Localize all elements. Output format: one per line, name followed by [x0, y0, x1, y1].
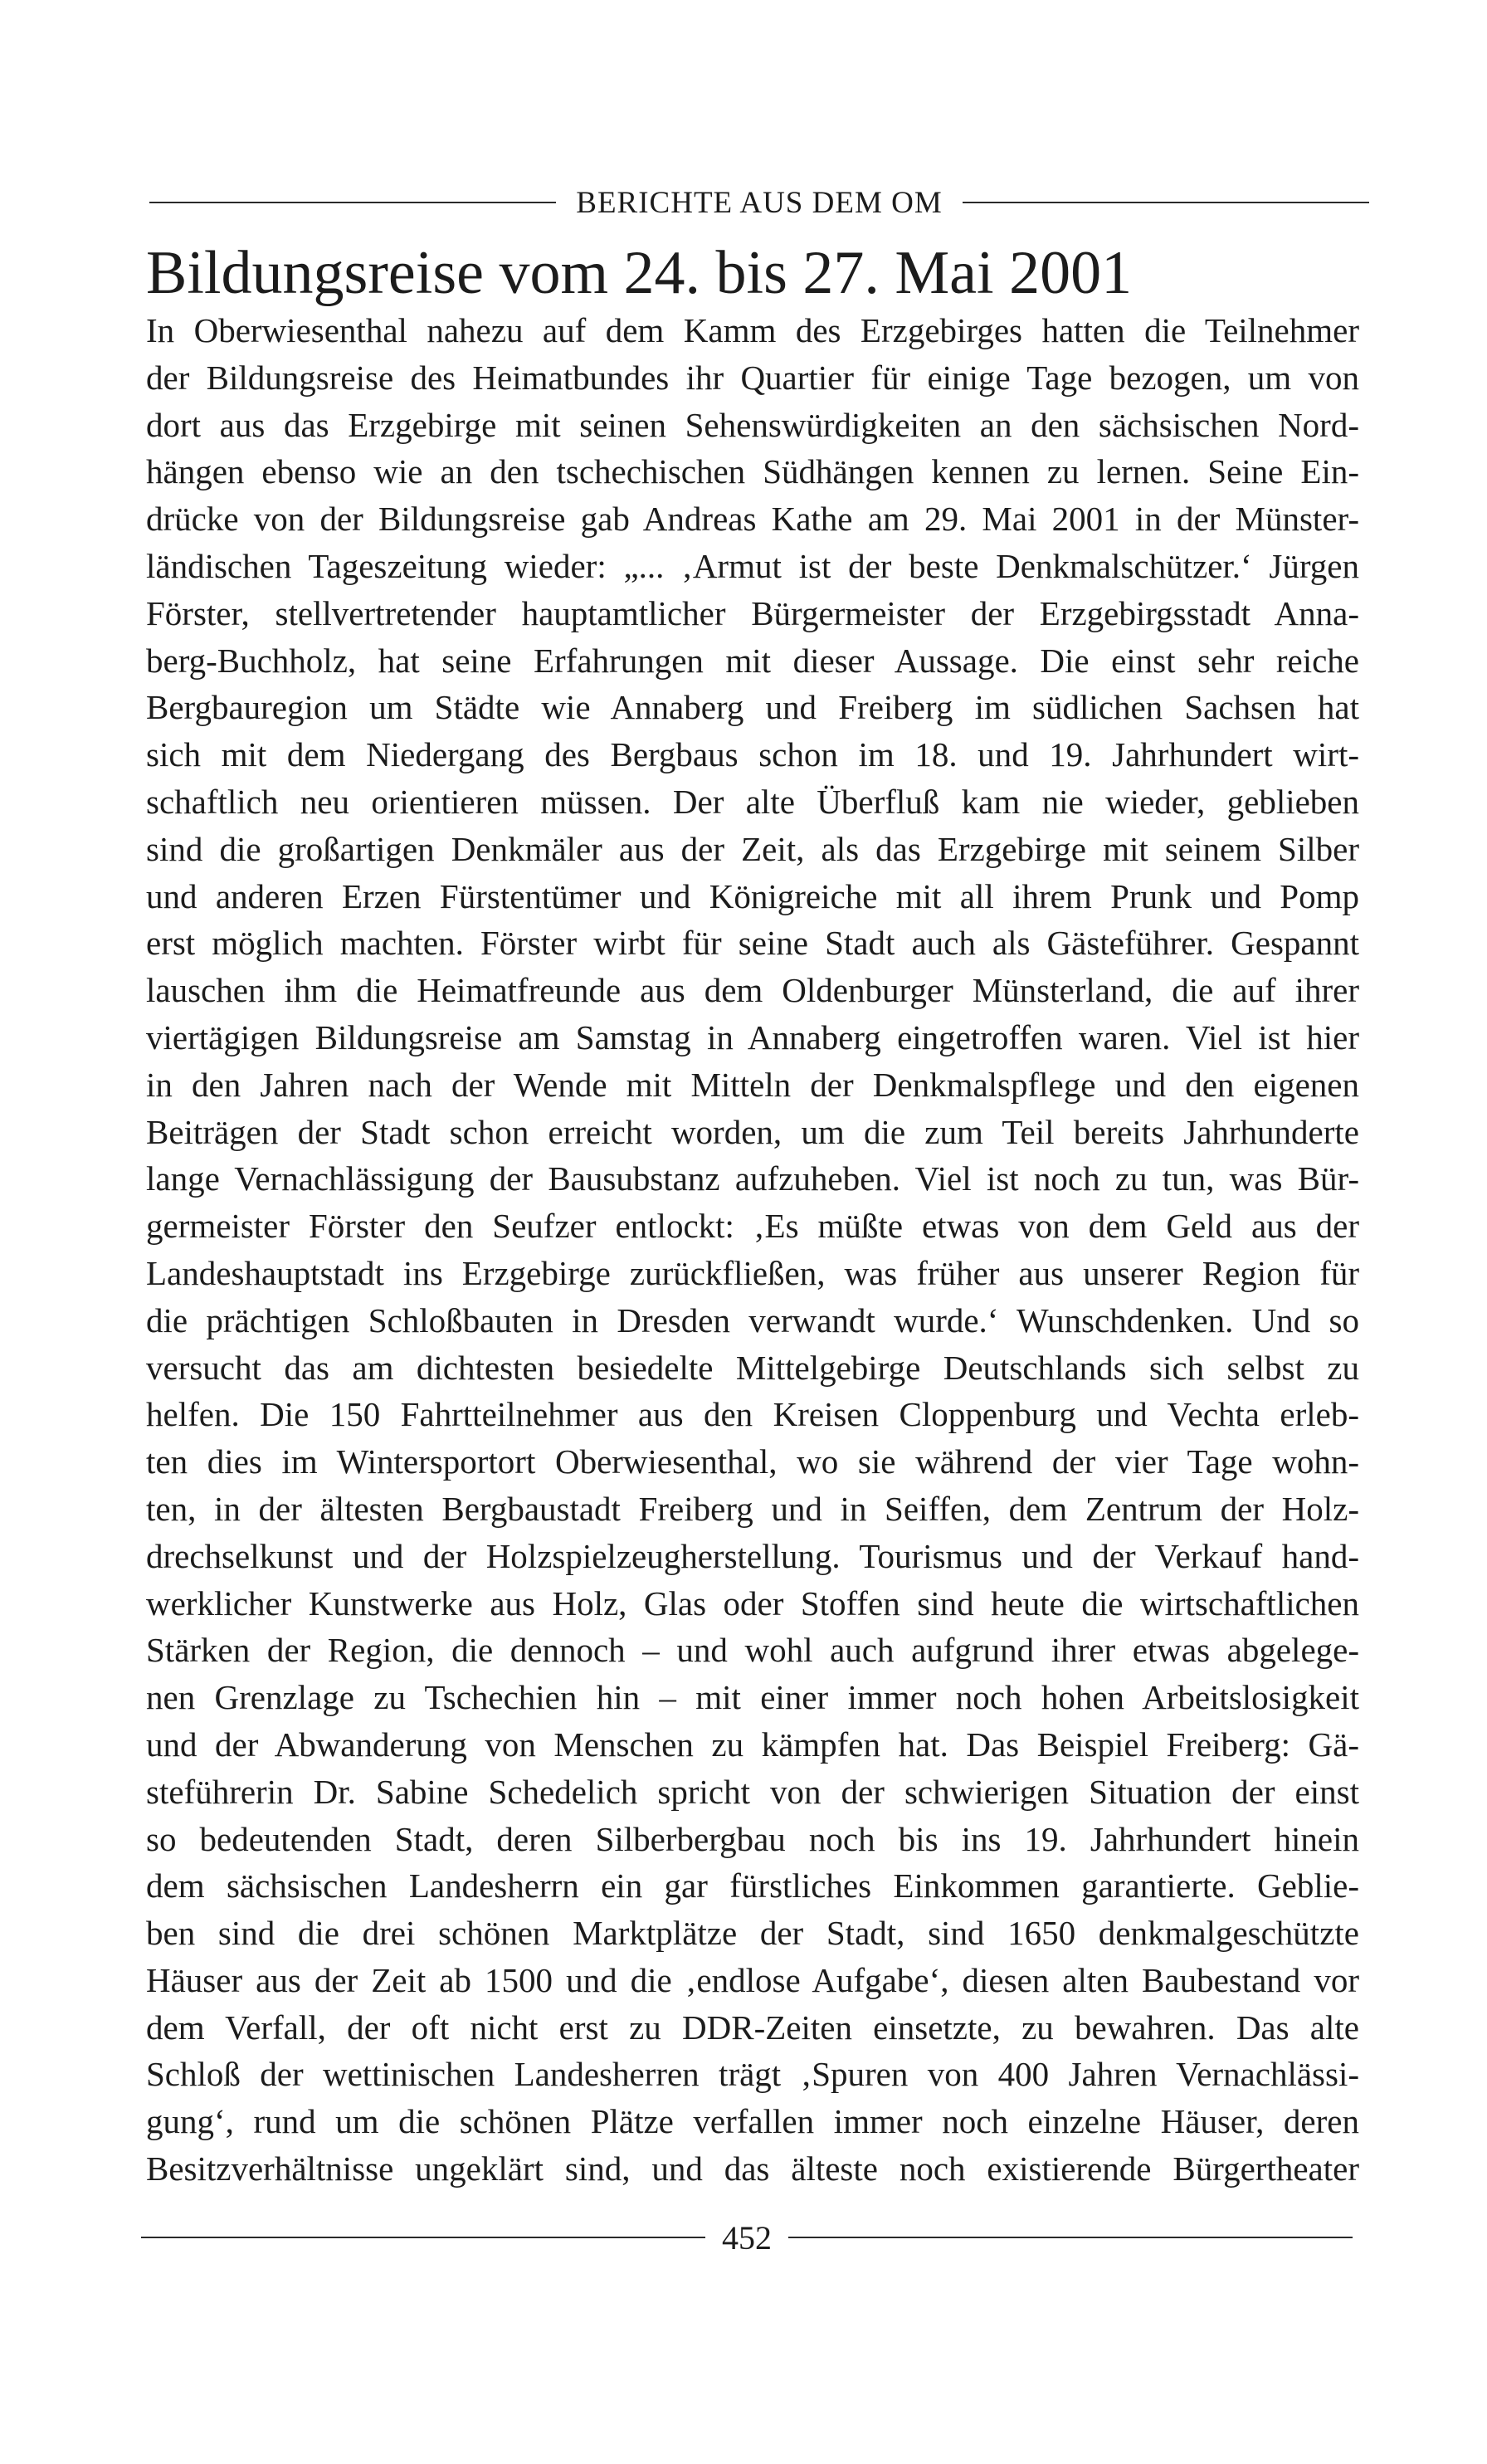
- text-line: Beiträgen der Stadt schon erreicht worden, um die zum Teil bereits Jahrhunderte: [146, 1112, 1359, 1151]
- text-line: ten, in der ältesten Bergbaustadt Freiberg und in Seiffen, dem Zentrum der Holz-: [146, 1489, 1359, 1528]
- text-line: sind die großartigen Denkmäler aus der Zeit, als das Erzgebirge mit seinem Silber: [146, 829, 1359, 868]
- text-line: ländischen Tageszeitung wieder: „... ‚Armut ist der beste Denkmalschützer.‘ Jürgen: [146, 546, 1359, 585]
- text-line: Besitzverhältnisse ungeklärt sind, und das älteste noch existierende Bürgertheater: [146, 2149, 1359, 2188]
- text-line: erst möglich machten. Förster wirbt für seine Stadt auch als Gästeführer. Gespannt: [146, 924, 1359, 963]
- text-line: und anderen Erzen Fürstentümer und Königreiche mit all ihrem Prunk und Pomp: [146, 876, 1359, 915]
- text-line: germeister Förster den Seufzer entlockt: ‚Es müßte etwas von dem Geld aus der: [146, 1207, 1359, 1246]
- footer-rule-right: [788, 2237, 1353, 2238]
- text-line: lauschen ihm die Heimatfreunde aus dem Oldenburger Münsterland, die auf ihrer: [146, 971, 1359, 1010]
- text-line: drücke von der Bildungsreise gab Andreas Kathe am 29. Mai 2001 in der Münster-: [146, 500, 1359, 539]
- text-line: viertägigen Bildungsreise am Samstag in Annaberg eingetroffen waren. Viel ist hier: [146, 1017, 1359, 1056]
- running-header-text: BERICHTE AUS DEM OM: [576, 185, 943, 220]
- text-line: gung‘, rund um die schönen Plätze verfallen immer noch einzelne Häuser, deren: [146, 2102, 1359, 2141]
- text-line: der Bildungsreise des Heimatbundes ihr Quartier für einige Tage bezogen, um von: [146, 358, 1359, 397]
- text-line: sich mit dem Niedergang des Bergbaus schon im 18. und 19. Jahrhundert wirt-: [146, 735, 1359, 774]
- text-line: steführerin Dr. Sabine Schedelich spricht von der schwierigen Situation der einst: [146, 1772, 1359, 1811]
- text-line: die prächtigen Schloßbauten in Dresden verwandt wurde.‘ Wunschdenken. Und so: [146, 1300, 1359, 1339]
- running-header: [149, 178, 1369, 227]
- article-body: [146, 307, 1359, 2193]
- text-line: Schloß der wettinischen Landesherren trägt ‚Spuren von 400 Jahren Vernachlässi-: [146, 2055, 1359, 2094]
- text-line: berg-Buchholz, hat seine Erfahrungen mit dieser Aussage. Die einst sehr reiche: [146, 641, 1359, 680]
- text-line: helfen. Die 150 Fahrtteilnehmer aus den Kreisen Cloppenburg und Vechta erleb-: [146, 1395, 1359, 1434]
- header-rule-right: [963, 202, 1369, 203]
- text-line: Förster, stellvertretender hauptamtlicher Bürgermeister der Erzgebirgsstadt Anna-: [146, 593, 1359, 632]
- text-line: in den Jahren nach der Wende mit Mitteln der Denkmalspflege und den eigenen: [146, 1065, 1359, 1104]
- text-line: und der Abwanderung von Menschen zu kämpfen hat. Das Beispiel Freiberg: Gä-: [146, 1725, 1359, 1764]
- text-line: In Oberwiesenthal nahezu auf dem Kamm des Erzgebirges hatten die Teilnehmer: [146, 311, 1359, 349]
- text-line: Bergbauregion um Städte wie Annaberg und Freiberg im südlichen Sachsen hat: [146, 688, 1359, 727]
- text-line: schaftlich neu orientieren müssen. Der alte Überfluß kam nie wieder, geblieben: [146, 782, 1359, 821]
- text-line: werklicher Kunstwerke aus Holz, Glas oder Stoffen sind heute die wirtschaftlichen: [146, 1583, 1359, 1622]
- text-line: ten dies im Wintersportort Oberwiesenthal, wo sie während der vier Tage wohn-: [146, 1442, 1359, 1481]
- text-line: Landeshauptstadt ins Erzgebirge zurückfließen, was früher aus unserer Region für: [146, 1253, 1359, 1292]
- text-line: lange Vernachlässigung der Bausubstanz aufzuheben. Viel ist noch zu tun, was Bür-: [146, 1159, 1359, 1198]
- text-line: ben sind die drei schönen Marktplätze der Stadt, sind 1650 denkmalgeschützte: [146, 1914, 1359, 1953]
- text-line: versucht das am dichtesten besiedelte Mittelgebirge Deutschlands sich selbst zu: [146, 1348, 1359, 1387]
- text-line: drechselkunst und der Holzspielzeugherstellung. Tourismus und der Verkauf hand-: [146, 1536, 1359, 1575]
- header-rule-left: [149, 202, 556, 203]
- page-footer: [141, 2213, 1353, 2262]
- text-line: nen Grenzlage zu Tschechien hin – mit einer immer noch hohen Arbeitslosigkeit: [146, 1678, 1359, 1717]
- text-line: so bedeutenden Stadt, deren Silberbergbau noch bis ins 19. Jahrhundert hinein: [146, 1819, 1359, 1858]
- text-line: hängen ebenso wie an den tschechischen Südhängen kennen zu lernen. Seine Ein-: [146, 452, 1359, 491]
- text-line: Stärken der Region, die dennoch – und wohl auch aufgrund ihrer etwas abgelege-: [146, 1631, 1359, 1670]
- article-title: Bildungsreise vom 24. bis 27. Mai 2001: [146, 239, 1133, 307]
- text-line: Häuser aus der Zeit ab 1500 und die ‚endlose Aufgabe‘, diesen alten Baubestand vor: [146, 1960, 1359, 1999]
- page-number: 452: [722, 2218, 772, 2257]
- text-line: dem sächsischen Landesherrn ein gar fürstliches Einkommen garantierte. Geblie-: [146, 1866, 1359, 1905]
- footer-rule-left: [141, 2237, 705, 2238]
- text-line: dem Verfall, der oft nicht erst zu DDR-Zeiten einsetzte, zu bewahren. Das alte: [146, 2008, 1359, 2047]
- text-line: dort aus das Erzgebirge mit seinen Sehenswürdigkeiten an den sächsischen Nord-: [146, 405, 1359, 444]
